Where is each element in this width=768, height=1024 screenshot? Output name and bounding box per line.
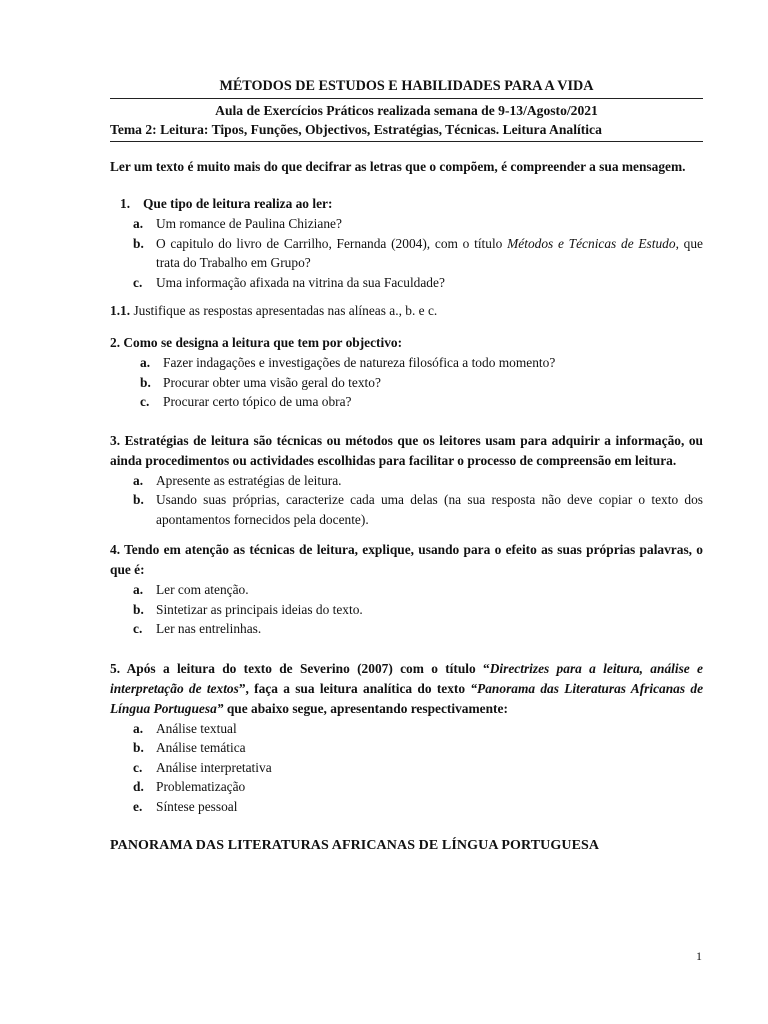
item-text: Usando suas próprias, caracterize cada uma delas (na sua resposta não deve copiar o texto dos apontamentos fornecidos pela docente). <box>156 492 703 527</box>
item-marker: b. <box>133 235 144 251</box>
item-marker: d. <box>133 779 144 794</box>
question-5-source-title: Directrizes para a leitura, análise e interpretação de textos <box>110 660 703 696</box>
question-5-items <box>110 719 703 817</box>
item-marker: b. <box>133 601 144 617</box>
list-item <box>110 777 703 797</box>
list-item <box>110 373 703 393</box>
question-5 <box>110 659 703 719</box>
question-3: 3. Estratégias de leitura são técnicas ou métodos que os leitores usam para adquirir a informação, ou ainda procedimentos ou actividades escolhidas para facilitar o processo de compreensão em leitura. <box>110 432 703 468</box>
item-marker: a. <box>133 216 144 231</box>
section-heading: PANORAMA DAS LITERATURAS AFRICANAS DE LÍNGUA PORTUGUESA <box>110 838 600 853</box>
item-text: Fazer indagações e investigações de natureza filosófica a todo momento? <box>163 355 556 370</box>
item-marker: a. <box>133 582 144 597</box>
question-5-text-mid: ”, faça a sua leitura analítica do texto <box>238 680 471 696</box>
item-marker: c. <box>133 621 143 636</box>
question-2: 2. Como se designa a leitura que tem por objectivo: <box>110 335 403 350</box>
item-text: O capitulo do livro de Carrilho, Fernanda (2004), com o título <box>156 235 508 251</box>
list-item <box>110 719 703 739</box>
question-5-text-title: “Panorama das Literaturas Africanas de Língua Portuguesa” <box>110 680 704 716</box>
document-theme: Tema 2: Leitura: Tipos, Funções, Objectivos, Estratégias, Técnicas. Leitura Analítica <box>110 120 703 142</box>
question-4-items <box>110 580 703 639</box>
question-5-text-end: que abaixo segue, apresentando respectivamente: <box>223 700 508 716</box>
item-text: Ler nas entrelinhas. <box>156 621 262 636</box>
item-text: Análise textual <box>156 720 237 736</box>
question-1-number: 1. <box>120 196 131 211</box>
intro-paragraph: Ler um texto é muito mais do que decifrar as letras que o compõem, é compreender a sua mensagem. <box>110 159 686 174</box>
list-item <box>110 392 703 412</box>
list-item <box>110 619 703 639</box>
question-1 <box>110 194 703 214</box>
list-item <box>110 600 703 620</box>
list-item <box>110 353 703 373</box>
item-text: Apresente as estratégias de leitura. <box>156 472 342 488</box>
item-text: Uma informação afixada na vitrina da sua Faculdade? <box>156 274 445 290</box>
document-page <box>110 78 703 854</box>
item-marker: a. <box>140 355 151 370</box>
question-5-text: 5. Após a leitura do texto de Severino (2007) com o título “ <box>110 660 490 676</box>
question-1-items <box>110 214 703 292</box>
item-marker: b. <box>140 374 151 390</box>
list-item <box>110 490 703 529</box>
item-text: Problematização <box>156 779 246 794</box>
question-1-1-text: Justifique as respostas apresentadas nas alíneas a., b. e c. <box>130 303 438 318</box>
item-marker: c. <box>140 394 150 409</box>
item-text: Análise temática <box>156 740 246 755</box>
question-1-1 <box>110 301 703 321</box>
list-item <box>110 234 703 273</box>
item-marker: c. <box>133 274 143 290</box>
item-text: Síntese pessoal <box>156 798 238 814</box>
item-marker: a. <box>133 720 144 736</box>
document-subtitle: Aula de Exercícios Práticos realizada semana de 9-13/Agosto/2021 <box>215 103 598 118</box>
item-marker: b. <box>133 492 144 507</box>
question-1-1-number: 1.1. <box>110 303 131 318</box>
document-title: MÉTODOS DE ESTUDOS E HABILIDADES PARA A VIDA <box>110 78 703 99</box>
item-marker: a. <box>133 472 144 488</box>
item-text-end: , que trata do Trabalho em Grupo? <box>156 235 703 270</box>
question-1-text: Que tipo de leitura realiza ao ler: <box>143 196 333 211</box>
question-2-items <box>110 353 703 412</box>
list-item <box>110 214 703 234</box>
item-text: Sintetizar as principais ideias do texto. <box>156 601 363 617</box>
item-text: Ler com atenção. <box>156 582 249 597</box>
item-marker: e. <box>133 798 143 814</box>
book-title: Métodos e Técnicas de Estudo <box>507 235 676 251</box>
question-3-items <box>110 471 703 530</box>
item-text: Procurar obter uma visão geral do texto? <box>163 374 381 390</box>
item-marker: b. <box>133 740 144 755</box>
list-item <box>110 797 703 817</box>
question-4: 4. Tendo em atenção as técnicas de leitura, explique, usando para o efeito as suas próprias palavras, o que é: <box>110 542 703 577</box>
list-item <box>110 580 703 600</box>
list-item <box>110 738 703 758</box>
item-marker: c. <box>133 759 143 775</box>
item-text: Análise interpretativa <box>156 759 272 775</box>
list-item <box>110 471 703 491</box>
item-text: Procurar certo tópico de uma obra? <box>163 394 352 409</box>
list-item <box>110 273 703 293</box>
item-text: Um romance de Paulina Chiziane? <box>156 216 342 231</box>
list-item <box>110 758 703 778</box>
page-number: 1 <box>696 949 702 963</box>
